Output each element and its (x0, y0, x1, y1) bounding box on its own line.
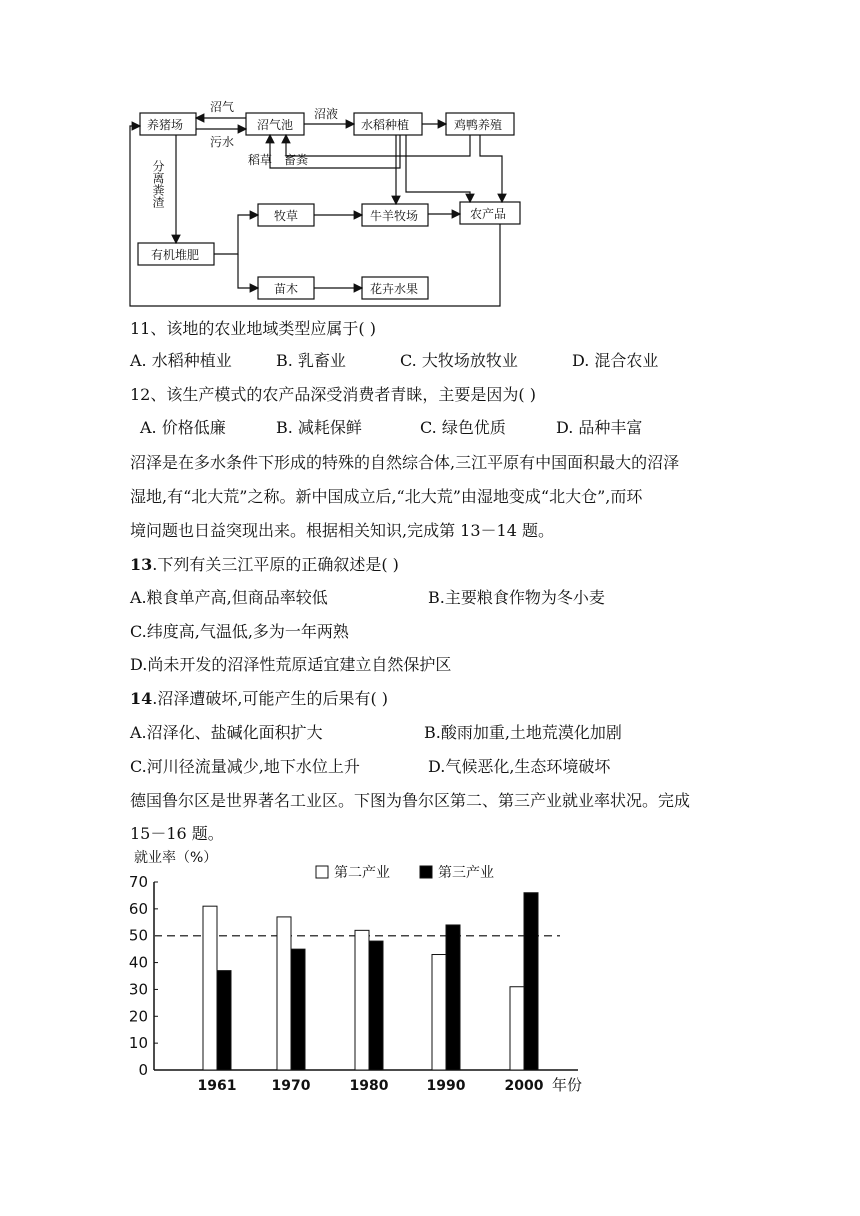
legend-swatch-secondary (316, 866, 328, 878)
chart-xlabel: 年份 (552, 1076, 583, 1094)
bar-tertiary-1980 (369, 941, 383, 1070)
node-rice-planting: 水稻种植 (361, 118, 410, 132)
x-tick-label: 1961 (197, 1078, 237, 1094)
employment-rate-chart (120, 846, 600, 1096)
node-pasture: 牧草 (274, 209, 299, 223)
agriculture-flow-diagram (120, 96, 540, 310)
q14-stem-line (130, 686, 388, 709)
x-tick-label: 1990 (426, 1078, 466, 1094)
x-tick-label: 2000 (504, 1078, 544, 1094)
node-chicken-duck: 鸡鸭养殖 (454, 118, 503, 132)
y-tick-label: 60 (128, 899, 148, 918)
q13-stem-line (130, 552, 399, 575)
q12-stem: 12、该生产模式的农产品深受消费者青睐，主要是因为( ) (130, 385, 536, 404)
q13-stem: .下列有关三江平原的正确叙述是( ) (152, 555, 399, 574)
q11-stem: 11、该地的农业地域类型应属于( ) (130, 319, 376, 338)
passage1-line-1: 沼泽是在多水条件下形成的特殊的自然综合体,三江平原有中国面积最大的沼泽 (130, 453, 680, 472)
label-straw: 稻草 (248, 153, 273, 167)
label-slurry: 沼液 (314, 107, 339, 121)
passage1-line-2: 湿地,有“北大荒”之称。新中国成立后,“北大荒”由湿地变成“北大仓”,而环 (130, 487, 643, 506)
bar-secondary-1990 (432, 955, 446, 1070)
bar-tertiary-1970 (291, 949, 305, 1070)
node-farm-products: 农产品 (470, 207, 507, 221)
y-tick-label: 0 (138, 1061, 148, 1079)
q14-option-c[interactable]: C.河川径流量减少,地下水位上升 (130, 757, 360, 776)
q13-option-a[interactable]: A.粮食单产高,但商品率较低 (130, 588, 328, 607)
q12-option-b[interactable]: B. 减耗保鲜 (276, 418, 362, 437)
bar-secondary-1970 (277, 917, 291, 1070)
q12-option-c[interactable]: C. 绿色优质 (420, 418, 506, 437)
label-separate-dung: 分离粪渣 (151, 160, 165, 208)
y-tick-label: 10 (128, 1034, 148, 1053)
node-flowers-fruits: 花卉水果 (370, 282, 419, 296)
node-cattle-sheep: 牛羊牧场 (370, 209, 419, 223)
chart-ylabel: 就业率（%） (134, 850, 218, 866)
label-manure: 畜粪 (284, 153, 309, 167)
q14-option-b[interactable]: B.酸雨加重,土地荒漠化加剧 (424, 723, 622, 742)
passage2-line-1: 德国鲁尔区是世界著名工业区。下图为鲁尔区第二、第三产业就业率状况。完成 (130, 791, 691, 810)
q13-option-c[interactable]: C.纬度高,气温低,多为一年两熟 (130, 622, 349, 641)
node-biogas-pool: 沼气池 (257, 118, 294, 132)
x-tick-label: 1980 (349, 1078, 389, 1094)
q11-option-d[interactable]: D. 混合农业 (572, 351, 659, 370)
q14-stem: .沼泽遭破坏,可能产生的后果有( ) (152, 689, 389, 708)
node-pig-farm: 养猪场 (147, 118, 184, 132)
q14-option-a[interactable]: A.沼泽化、盐碱化面积扩大 (130, 723, 323, 742)
q13-option-b[interactable]: B.主要粮食作物为冬小麦 (428, 588, 605, 607)
q13-option-d[interactable]: D.尚未开发的沼泽性荒原适宜建立自然保护区 (130, 655, 452, 674)
q11-option-b[interactable]: B. 乳畜业 (276, 351, 346, 370)
legend-swatch-tertiary (420, 866, 432, 878)
q11-option-a[interactable]: A. 水稻种植业 (130, 351, 232, 370)
bar-tertiary-1990 (446, 925, 460, 1070)
y-tick-label: 50 (128, 926, 148, 945)
q12-option-d[interactable]: D. 品种丰富 (556, 418, 643, 437)
passage1-line-3: 境问题也日益突现出来。根据相关知识,完成第 13－14 题。 (130, 521, 554, 540)
legend-label-secondary: 第二产业 (334, 865, 390, 881)
q11-option-c[interactable]: C. 大牧场放牧业 (400, 351, 518, 370)
q14-option-d[interactable]: D.气候恶化,生态环境破坏 (428, 757, 611, 776)
bar-secondary-1980 (355, 930, 369, 1070)
bar-tertiary-2000 (524, 893, 538, 1070)
legend-label-tertiary: 第三产业 (438, 865, 494, 881)
label-sewage: 污水 (210, 135, 235, 149)
y-tick-label: 40 (128, 953, 148, 972)
y-tick-label: 30 (128, 980, 148, 999)
x-tick-label: 1970 (271, 1078, 311, 1094)
bar-secondary-1961 (203, 906, 217, 1070)
passage2-line-2: 15－16 题。 (130, 824, 224, 843)
node-compost: 有机堆肥 (151, 248, 200, 262)
q13-number: 13 (130, 555, 153, 574)
node-seedlings: 苗木 (274, 282, 299, 296)
bar-tertiary-1961 (217, 971, 231, 1070)
y-tick-label: 20 (128, 1007, 148, 1026)
q14-number: 14 (130, 689, 153, 708)
q12-option-a[interactable]: A. 价格低廉 (140, 418, 226, 437)
label-biogas: 沼气 (210, 100, 235, 114)
bar-secondary-2000 (510, 987, 524, 1070)
y-tick-label: 70 (128, 873, 148, 891)
